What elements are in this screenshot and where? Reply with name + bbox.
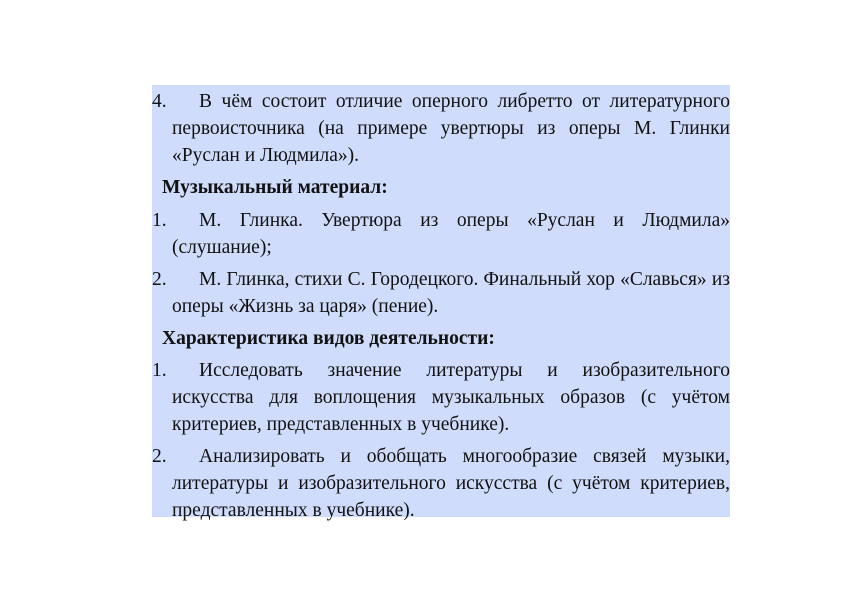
- activity-item-2: [152, 443, 730, 524]
- list-text: В чём состоит отличие оперного либретто от литературного первоисточника (на примере увертюры из оперы М. Глинки «Руслан и Людмила»).: [172, 91, 730, 166]
- list-number: 1.: [152, 210, 167, 231]
- music-material-heading: Музыкальный материал:: [162, 177, 388, 198]
- list-number: 4.: [152, 91, 167, 112]
- list-text: М. Глинка, стихи С. Городецкого. Финальный хор «Славься» из оперы «Жизнь за царя» (пение).: [172, 269, 730, 317]
- list-text: Исследовать значение литературы и изобразительного искусства для воплощения музыкальных образов (с учётом критериев, представленных в учебнике).: [172, 360, 730, 435]
- list-number: 2.: [152, 446, 167, 467]
- list-number: 2.: [152, 269, 167, 290]
- list-text: Анализировать и обобщать многообразие связей музыки, литературы и изобразительного искусства (с учётом критериев, представленных в учебнике).: [172, 446, 730, 521]
- activity-heading: Характеристика видов деятельности:: [162, 328, 495, 349]
- list-number: 1.: [152, 360, 167, 381]
- music-item-1: [152, 207, 730, 261]
- music-item-2: [152, 266, 730, 320]
- content-box: [152, 85, 730, 521]
- list-item-4: [152, 88, 730, 169]
- activity-item-1: [152, 357, 730, 438]
- list-text: М. Глинка. Увертюра из оперы «Руслан и Людмила» (слушание);: [172, 210, 730, 258]
